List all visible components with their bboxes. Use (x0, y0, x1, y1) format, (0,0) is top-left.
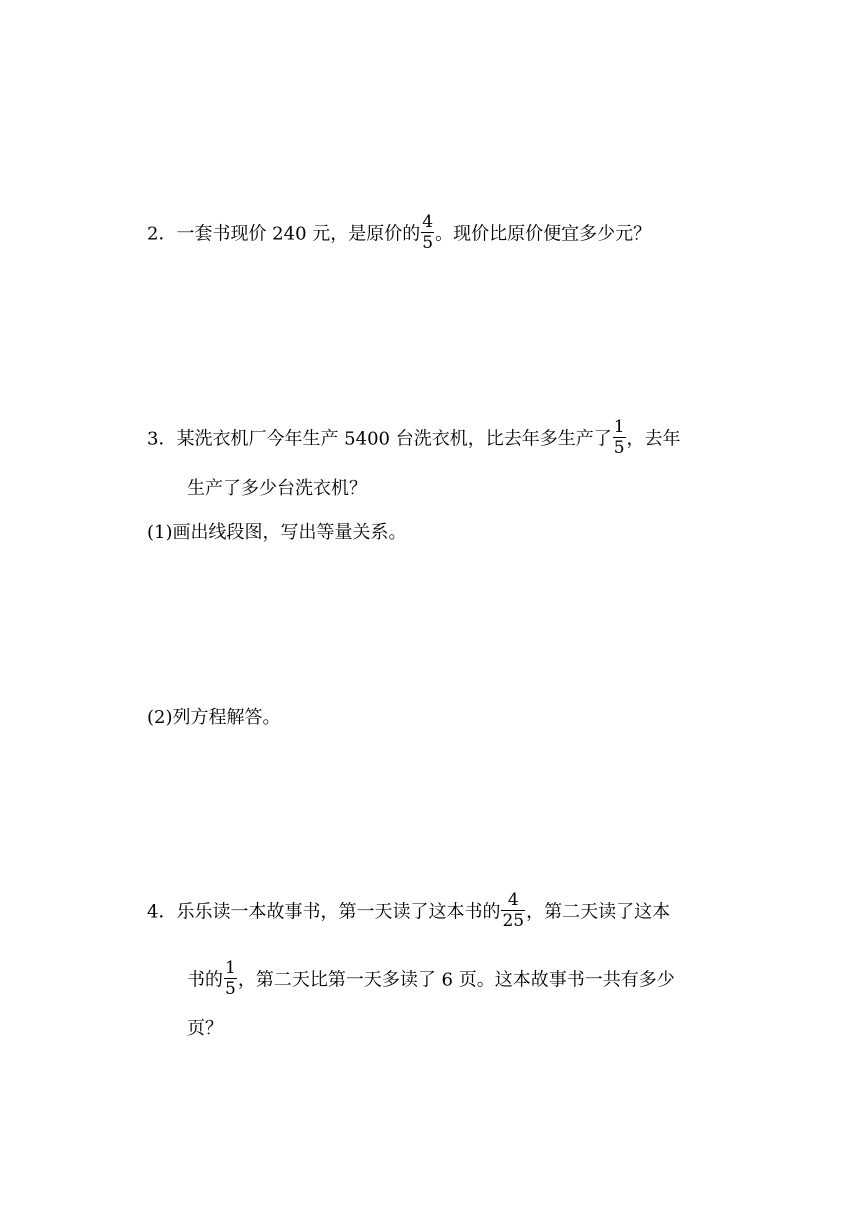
fraction-numerator: 4 (501, 890, 525, 911)
question-text: 乐乐读一本故事书，第一天读了这本书的 (176, 901, 501, 923)
question-number: 4． (147, 901, 177, 923)
question-text: ，第二天比第一天多读了 6 页。这本故事书一共有多少 (237, 969, 675, 991)
question-text: ，去年 (626, 428, 681, 450)
question-3-part-2: (2)列方程解答。 (147, 707, 281, 728)
question-text: 一套书现价 240 元，是原价的 (176, 223, 421, 245)
fraction (501, 890, 525, 931)
fraction (613, 417, 626, 458)
fraction (224, 958, 237, 999)
question-3 (147, 417, 681, 458)
fraction-denominator: 5 (613, 438, 625, 458)
question-3-part-1: (1)画出线段图，写出等量关系。 (147, 522, 407, 543)
question-text: 某洗衣机厂今年生产 5400 台洗衣机，比去年多生产了 (176, 428, 612, 450)
question-4-line-3: 页？ (187, 1018, 223, 1039)
fraction-numerator: 1 (225, 958, 236, 978)
question-text: ，第二天读了这本 (526, 901, 671, 923)
question-number: 2． (147, 223, 177, 245)
fraction-numerator: 1 (613, 417, 625, 437)
question-4-line-2 (187, 958, 675, 999)
question-number: 3． (147, 428, 177, 450)
fraction-numerator: 4 (422, 212, 434, 232)
fraction-denominator: 5 (225, 979, 236, 999)
question-text: 书的 (187, 969, 223, 991)
question-2 (147, 212, 652, 253)
question-3-line-2: 生产了多少台洗衣机？ (187, 478, 367, 499)
question-4 (147, 890, 671, 931)
fraction-denominator: 5 (422, 233, 434, 253)
fraction-denominator: 25 (502, 911, 525, 931)
fraction (421, 212, 434, 253)
question-text: 。现价比原价便宜多少元？ (435, 223, 652, 245)
